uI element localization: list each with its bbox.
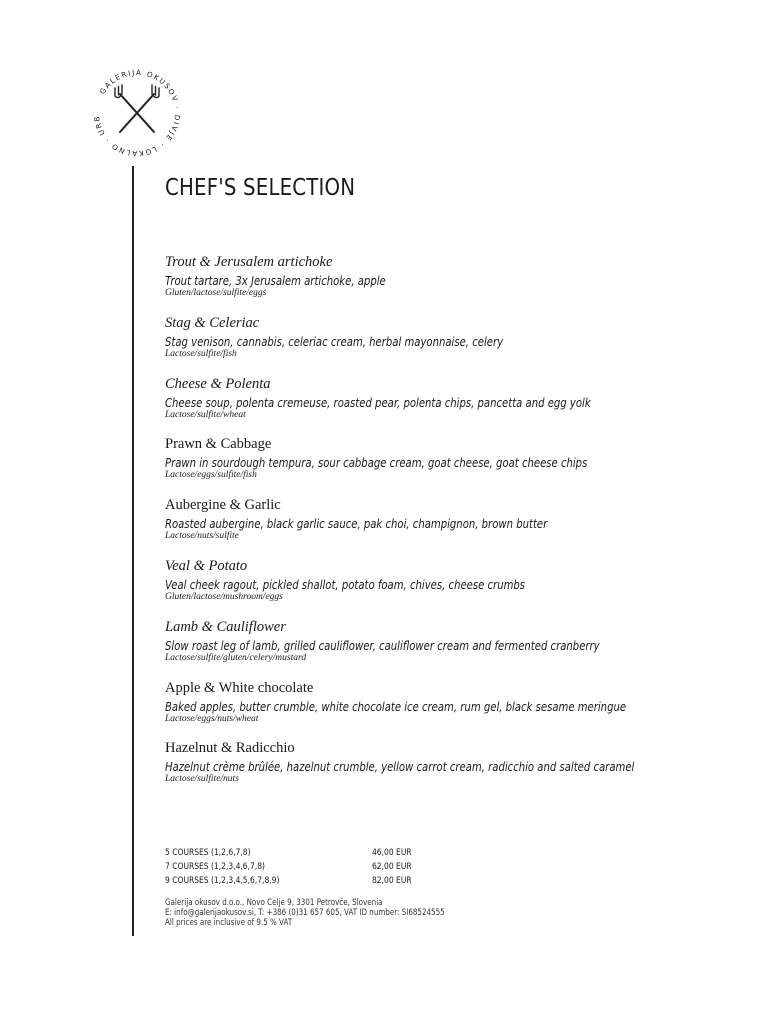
menu-item-name: Hazelnut & Radicchio [165,740,295,757]
footer-address: Galerija okusov d.o.o., Novo Celje 9, 3301 Petrovče, Slovenia [165,898,383,908]
price-row [165,860,465,874]
menu-item-allergens: Gluten/lactose/sulfite/eggs [165,288,267,298]
menu-item [165,315,745,376]
price-label: 7 COURSES (1,2,3,4,6,7,8) [165,862,265,872]
menu-item-description: Prawn in sourdough tempura, sour cabbage cream, goat cheese, goat cheese chips [165,456,588,471]
menu-item [165,497,745,558]
menu-item-description: Stag venison, cannabis, celeriac cream, herbal mayonnaise, celery [165,334,504,349]
menu-item-name: Veal & Potato [165,557,248,574]
price-row [165,846,465,860]
menu-item-description: Slow roast leg of lamb, grilled cauliflower, cauliflower cream and fermented cranberry [165,638,600,653]
footer-contact: E: info@galerijaokusov.si, T: +386 (0)31 657 605, VAT ID number: SI68524555 [165,908,445,918]
menu-item-description: Baked apples, butter crumble, white chocolate ice cream, rum gel, black sesame meringue [165,699,627,714]
menu-item [165,740,745,801]
menu-item-description: Veal cheek ragout, pickled shallot, potato foam, chives, cheese crumbs [165,577,526,592]
menu-item-description: Cheese soup, polenta cremeuse, roasted pear, polenta chips, pancetta and egg yolk [165,395,591,410]
menu-item-allergens: Lactose/sulfite/nuts [165,774,239,785]
price-value: 46,00 EUR [372,848,412,858]
menu-item-allergens: Lactose/sulfite/fish [165,348,237,359]
menu-item-allergens: Lactose/sulfite/wheat [165,409,246,420]
footer-vat-note: All prices are inclusive of 9.5 % VAT [165,918,293,928]
menu-item-allergens: Lactose/eggs/nuts/wheat [165,713,259,724]
menu-list [165,254,745,801]
menu-item [165,680,745,741]
price-row [165,874,465,888]
logo-emblem [82,58,192,168]
menu-item-description: Hazelnut crème brûlée, hazelnut crumble, yellow carrot cream, radicchio and salted caramel [165,760,635,775]
menu-item-name: Aubergine & Garlic [165,497,281,514]
menu-item [165,254,745,315]
menu-item-allergens: Lactose/sulfite/gluten/celery/mustard [165,652,307,663]
menu-item-name: Apple & White chocolate [165,679,314,696]
menu-item-allergens: Lactose/eggs/sulfite/fish [165,470,257,481]
footer [165,898,498,928]
menu-item-description: Roasted aubergine, black garlic sauce, pak choi, champignon, brown butter [165,517,548,532]
price-list [165,846,465,888]
page-title: CHEF'S SELECTION [165,175,356,201]
crossed-fork-and-knife-icon [115,85,159,132]
menu-item-allergens: Lactose/nuts/sulfite [165,531,239,542]
menu-item-name: Trout & Jerusalem artichoke [165,254,333,270]
menu-item-name: Lamb & Cauliflower [165,618,286,635]
menu-item [165,558,745,619]
menu-item-allergens: Gluten/lactose/mushroom/eggs [165,591,283,602]
menu-item [165,619,745,680]
price-value: 62,00 EUR [372,862,412,872]
logo-ring-text: GALERIJA OKUSOV · DIVJE · LOKALNO · URB [91,67,183,159]
price-label: 5 COURSES (1,2,6,7,8) [165,848,251,858]
menu-item [165,436,745,497]
vertical-divider [132,166,134,936]
menu-item-name: Stag & Celeriac [165,314,260,331]
price-label: 9 COURSES (1,2,3,4,5,6,7,8,9) [165,876,280,886]
menu-item-name: Cheese & Polenta [165,375,271,392]
price-value: 82,00 EUR [372,876,412,886]
menu-item-description: Trout tartare, 3x Jerusalem artichoke, apple [165,274,386,288]
menu-item [165,376,745,437]
restaurant-logo [82,58,192,168]
menu-item-name: Prawn & Cabbage [165,436,272,453]
